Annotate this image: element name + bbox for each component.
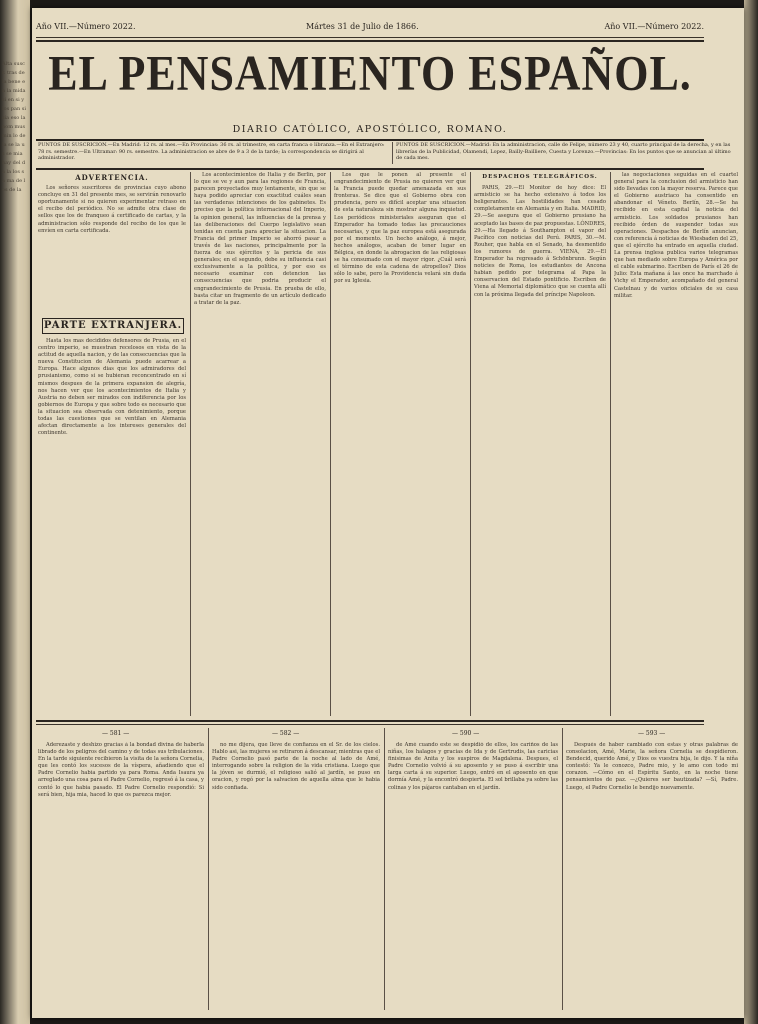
column-5-text: las negociaciones seguidas en el cuartel general para la conclusion del armisticio han sido llevadas con la mayor reserva. Parece que el Gobierno austriaco ha consentido en abandonar el Véneto. Berlín, 28.—Se ha recibido en esta capital la noticia del armisticio. Los soldados prusianos han recibido órden de suspender todas sus operaciones. Despachos de Berlín anuncian, con referencia á noticias de Wiesbaden del 25, que el ejército ha entrado en aquella ciudad. La prensa inglesa publica varios telegramas que han mediado sobre Europa y América por el cable submarino. Escriben de París el 26 de Julio: Esta mañana á las once ha marchado á Vichy el Emperador, acompañado del general Castelnau y de varios oficiales de su casa militar. — [614, 172, 738, 299]
advertencia-heading: ADVERTENCIA. — [75, 173, 149, 182]
page-number-593: — 593 — — [638, 730, 666, 737]
issue-date: Mártes 31 de Julio de 1866. — [306, 22, 419, 31]
header-rule-thick — [36, 40, 704, 42]
serial-column-3 — [388, 742, 558, 1010]
column-3-text: Los que le ponen al presente el engrandecimiento de Prusia no quieren ver que la Francia puede quedar amenazada en sus fronteras. Se dice que el Gobierno obra con prudencia, pero es difícil aceptar una situacion de esta naturaleza sin mostrar alguna inquietud. Los periódicos ministeriales aseguran que el Emperador ha tomado todas las precauciones necesarias, y que la paz europea está asegurada por el momento. Un hecho análogo, á mejor, hechos análogos, acaban de tener lugar en Bélgica, en donde la abrogacion de las religiosas se ha consumado con el mayor rigor. ¿Cuál será el término de esta cadena de atropellos? Dios sólo lo sabe, pero la Providencia velará sin duda por su Iglesia. — [334, 172, 466, 285]
masthead-subtitle: DIARIO CATÓLICO, APOSTÓLICO, ROMANO. — [232, 124, 508, 135]
folletin-rule-thin — [36, 724, 704, 725]
column-4-text: PARIS, 29.—El Monitor de hoy dice: El armisticio se ha hecho extensivo á todos los beligerantes. Las hostilidades han cesado completamente en Alemania y en Italia. MADRID, 29.—Se asegura que el Gobierno prusiano ha aceptado las bases de paz propuestas. LÓNDRES, 29.—Ha llegado á Southampton el vapor del Pacífico con noticias del Perú. PARIS, 30.—M. Rouher, que habla en el Senado, ha desmentido los rumores de guerra. VIENA, 29.—El Emperador ha regresado á Schönbrunn. Según noticies de Roma, los estudiantes de Ancona habian pedido por telegrama al Papa la conservacion del Estado pontificio. Escriben de Viena al Memorial diplomático que se cuenta allí con la próxima llegada del príncipe Napoleon. — [474, 185, 606, 298]
subtitle-rule — [36, 139, 704, 141]
folletin-rule — [36, 720, 704, 722]
subscription-info-right: PUNTOS DE SUSCRICION.—Madrid: En la administracion, calle de Felipe, número 23 y 40, cuarto principal de la derecha, y en las librerías de la Publicidad, Olamendi, Lopez, Bailly-Bailliere, Cuesta y Lorenzo.—Provincias: En los puntos que se anuncian al último de cada mes. — [396, 142, 731, 161]
issue-number-left: Año VII.—Número 2022. — [36, 22, 136, 31]
page-number-590: — 590 — — [452, 730, 480, 737]
page-number-581: — 581 — — [102, 730, 130, 737]
subscription-info-left: PUNTOS DE SUSCRICION.—En Madrid: 12 rs. al mes.—En Provincias: 36 rs. al trimestre, en carta franca o libranza.—En el Extranjero: 78 rs. semestre.—En Ultramar: 90 rs. semestre. La administracion se abre de 9 a 3 de la tarde; la correspondencia se dirigirá al administrador. — [38, 142, 385, 161]
column-divider — [610, 172, 611, 716]
column-telegrams — [474, 172, 606, 716]
column-divider — [470, 172, 471, 716]
serial-divider — [208, 728, 209, 1010]
page-number-582: — 582 — — [272, 730, 300, 737]
masthead-title: EL PENSAMIENTO ESPAÑOL. — [48, 46, 692, 101]
serial-text-1: Aderezaste y deshizo gracias á la bondad divina de haberla librado de los peligros del camino y de todas sus tribulaciones. En la tarde siguiente recibieron la visita de la señora Cornelia, que les contó los sucesos de la víspera, añadiendo que el Padre Cornelio habia partido ya para Roma. Anda Isaura ya arreglado una cosa para el Padre Cornelio, regresó á la casa, y contó lo que habia pasado. El Padre Cornelio respondió: Si será bien, hija mia, haced lo que os parezca mejor. — [38, 742, 204, 798]
adjacent-page-text: Alta suscr. tras de la bene en la mida si en si y los pan sisia eso la nom mus min lo de la se la us se mia hay del da la los sa ma de los de la — [2, 61, 26, 193]
column-advertencia — [38, 172, 186, 312]
serial-column-2 — [212, 742, 380, 1010]
serial-text-3: de Amé cuando este se despidió de ellos, los cariños de las niñas, los halagos y gracias de Ida y de Gertrudis, las caricias finisimas de Anita y los suspiros de Magdalena. Despues, el Padre Cornelio volvió á su aposento y se puso á escribir una larga carta á su superior. Luego, entró en el aposento en que dormía Amé, y la encontró despierta. El sol brillaba ya sobre las colinas y los pájaros cantaban en el jardín. — [388, 742, 558, 791]
advertencia-text: Los señores suscritores de provincias cuyo abono concluye en 31 del presente mes, se servirán renovarlo oportunamente si no quieren experimentar retraso en el recibo del periódico. No se admite otra clase de sellos que los de franqueo á certificado de cartas, y la administracion sólo responde del recibo de los que le envíen en carta certificada. — [38, 185, 186, 234]
info-divider — [392, 142, 393, 164]
header-rule — [36, 37, 704, 38]
serial-text-4: Después de haber cambiado con estas y otras palabras de consolacion, Amé, Marie, la señora Cornelia se despidieron. Bendecid, querido Amé, y Dios os vuestra hija, le dijo. Y la niña contestó: Ya le conozco, Padre mio, y le amo con todo mi corazon. —Cómo en el Espíritu Santo, en la noche tiene pensamientos de paz. —¿Quieres ser bautizada? —Sí, Padre. Luego, el Padre Cornelio le bendijo nuevamente. — [566, 742, 738, 791]
column-5-article — [614, 172, 738, 716]
column-2-article — [194, 172, 326, 716]
column-1-article — [38, 338, 186, 716]
newspaper-page — [32, 8, 744, 1018]
book-binding-edge — [744, 0, 758, 1024]
serial-divider — [562, 728, 563, 1010]
telegrams-heading: DESPACHOS TELEGRÁFICOS. — [482, 174, 598, 180]
issue-number-right: Año VII.—Número 2022. — [604, 22, 704, 31]
issue-header — [36, 22, 704, 36]
info-rule — [36, 168, 704, 170]
serial-text-2: no me dijera, que lleve de confianza en el Sr. de los cielos. Hablo asi, las mujeres se retiraron á descansar, mientras que el Padre Cornelio pasó parte de la noche al lado de Amé, interrogando sobre la religion de la vida cristiana. Luego que la jóven se durmió, el religioso salió al jardín, se puso en oracion, y rogó por la salvacion de aquella alma que le habia sido confiada. — [212, 742, 380, 791]
column-3-article — [334, 172, 466, 716]
adjacent-page-edge — [0, 0, 30, 1024]
column-divider — [330, 172, 331, 716]
serial-divider — [384, 728, 385, 1010]
serial-column-1 — [38, 742, 204, 1010]
serial-column-4 — [566, 742, 738, 1010]
parte-extranjera-heading: PARTE EXTRANJERA. — [42, 318, 184, 334]
column-1-text: Hasta los mas decididos defensores de Prusia, en el centro imperio, se muestran recelosos en vista de la actitud de aquella nacion, y de las consecuencias que la nueva Constitucion de Alemania puede acarrear a Europa. Hace algunos dias que los admiradores del prusianismo, como si se hubieran reconcentrado en sí mismos despues de la primera expansion de alegría, nos hacen ver que los acontecimientos de Italia y Austria no deben ser mirados con indiferencia por los gobiernos de Europa y que sobre todo es necesario que la situacion sea observada con detenimiento, porque todas las cuestiones que se ventilan en Alemania afectan directamente a los intereses generales del continente. — [38, 338, 186, 437]
column-2-text: Los acontecimientos de Italia y de Berlin, por lo que se ve y aun para las regiones de Francia, parecen proyectados muy lentamente, sin que se haya podido apreciar con exactitud cuáles sean las verdaderas intenciones de los gabinetes. Es preciso que la política internacional del Imperio, la opinion general, las influencias de la prensa y las deliberaciones del Cuerpo legislativo sean tenidas en cuenta para apreciar la situacion. La Francia del primer Imperio se ahorró pasar a través de las naciones, principalmente por la fuerza de sus ejércitos y la pericia de sus generales; en el segundo, debe su influencia casi exclusivamente a la política, y por eso es necesario examinar con detencion las consecuencias que podria producir el engrandecimiento de Prusia. En prueba de ello, basta citar un fragmento de un artículo dedicado a tratar de la paz. — [194, 172, 326, 306]
column-divider — [190, 172, 191, 716]
